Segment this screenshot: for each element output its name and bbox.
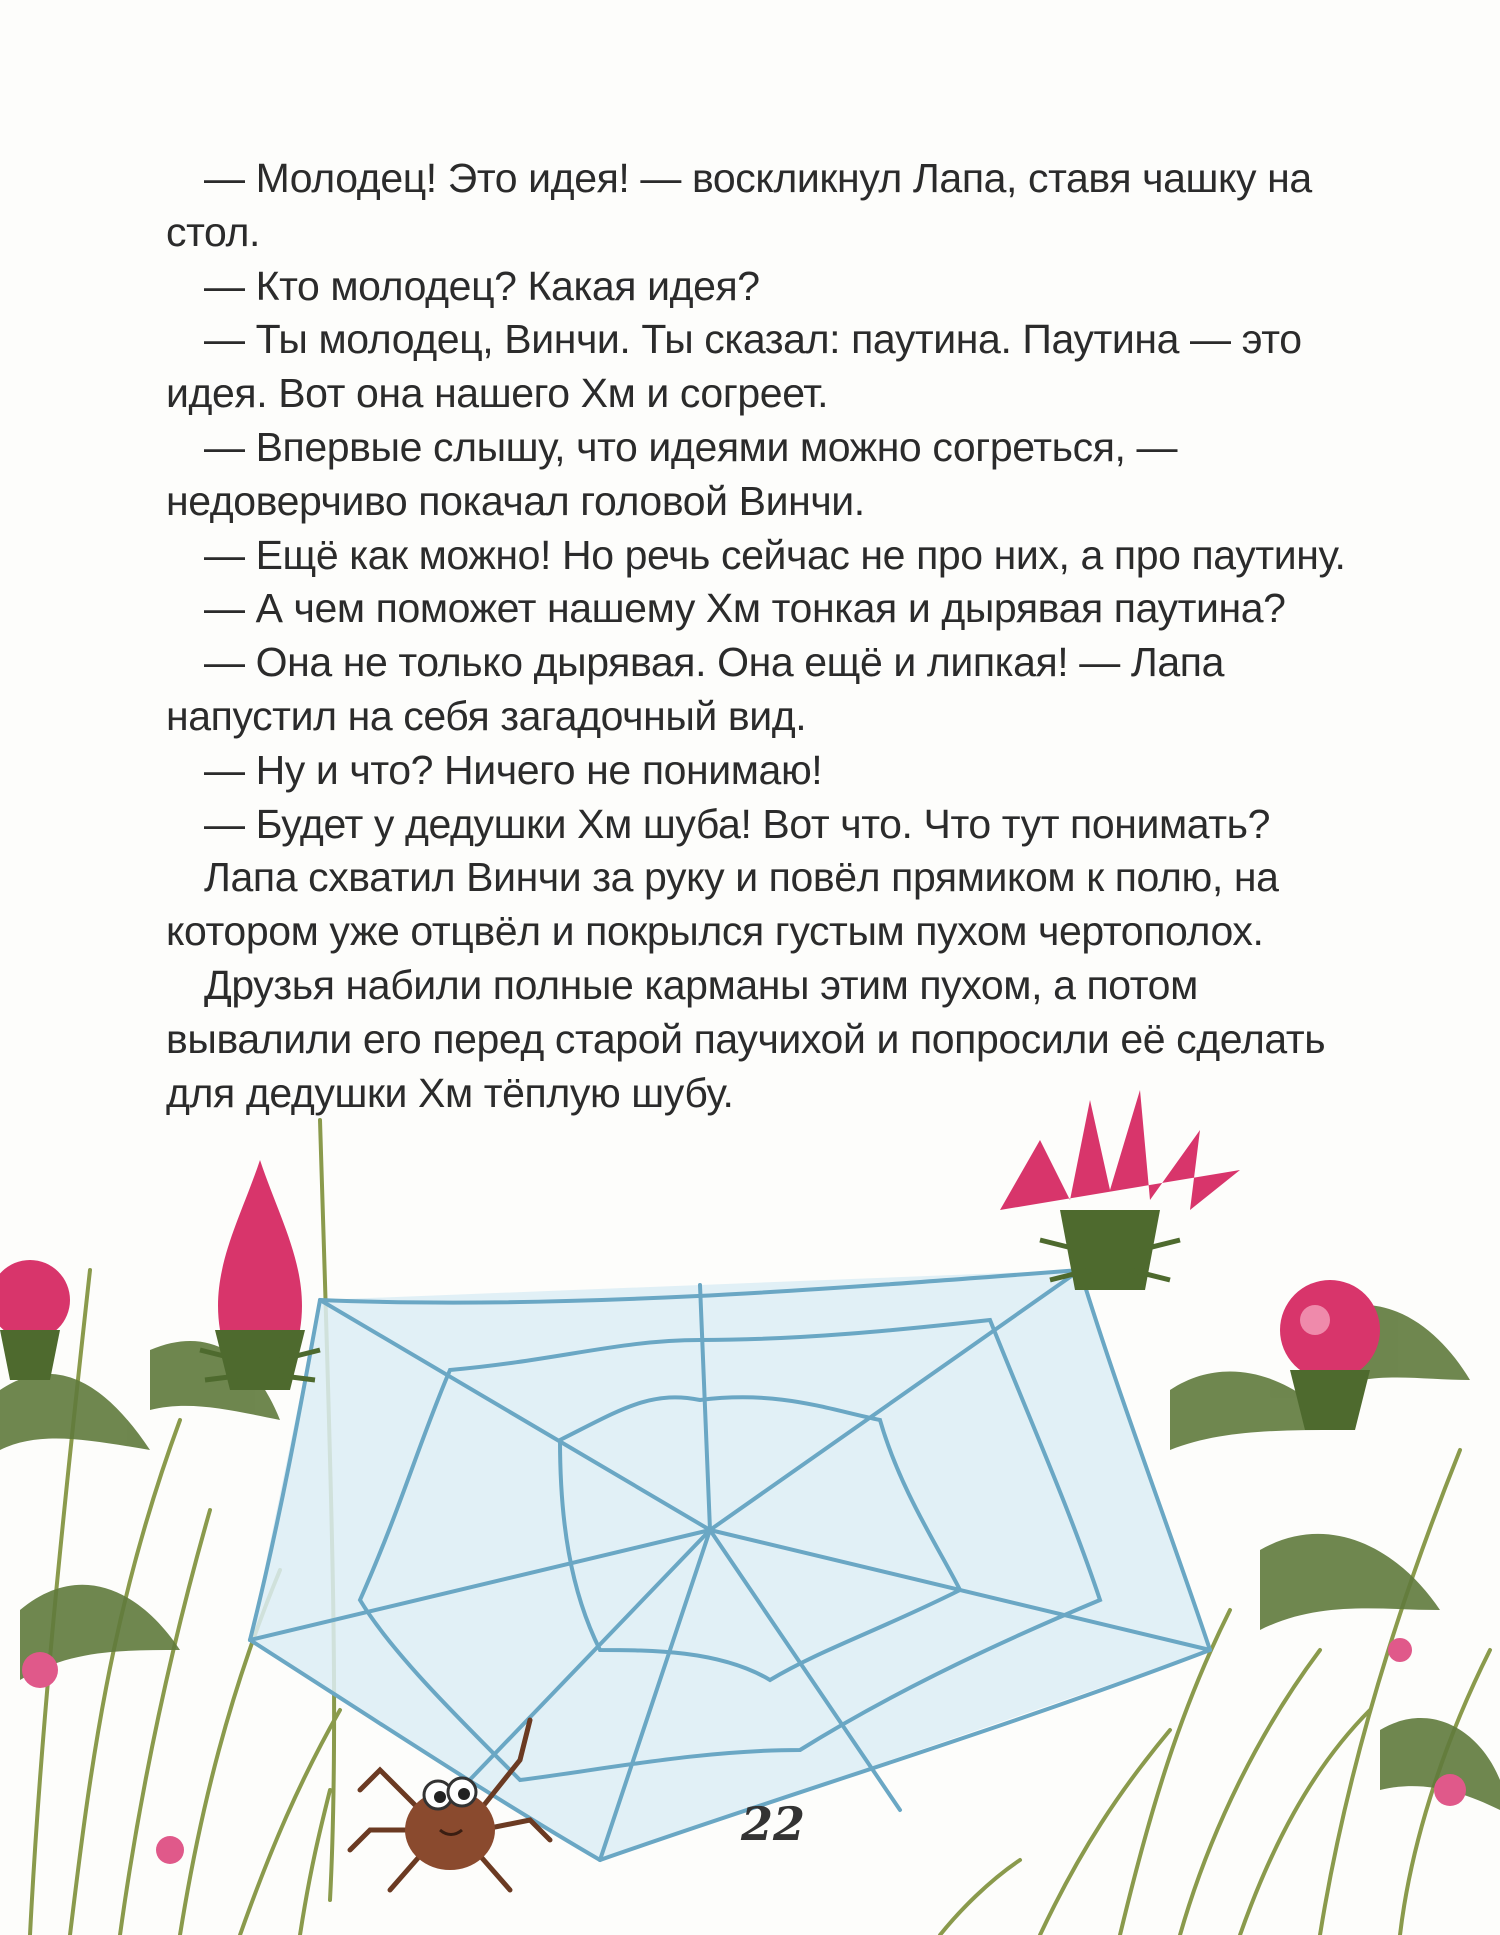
paragraph: Лапа схватил Винчи за руку и повёл прямиком к полю, на котором уже отцвёл и покрылся густым пухом чертополох. [166,854,1279,955]
story-text [166,152,1391,1120]
paragraph: — Впервые слышу, что идеями можно согреться, — недоверчиво покачал головой Винчи. [166,423,1178,524]
paragraph: — Ещё как можно! Но речь сейчас не про них, а про паутину. [204,531,1346,578]
paragraph: — Она не только дырявая. Она ещё и липкая! — Лапа напустил на себя загадочный вид. [166,639,1224,739]
paragraph: — Кто молодец? Какая идея? [204,262,760,309]
spider-web [250,1270,1210,1860]
paragraph: — Будет у дедушки Хм шуба! Вот что. Что тут понимать? [204,800,1271,847]
paragraph: Друзья набили полные карманы этим пухом, а потом вывалили его перед старой паучихой и попросили её сделать для дедушки Хм тёплую шубу. [166,961,1326,1116]
paragraph: — А чем поможет нашему Хм тонкая и дырявая паутина? [204,585,1286,632]
paragraph: — Ну и что? Ничего не понимаю! [204,746,823,793]
page-number: 22 [740,1797,805,1851]
paragraph: — Ты молодец, Винчи. Ты сказал: паутина. Паутина — это идея. Вот она нашего Хм и согреет. [166,316,1302,417]
paragraph: — Молодец! Это идея! — воскликнул Лапа, ставя чашку на стол. [166,155,1312,255]
